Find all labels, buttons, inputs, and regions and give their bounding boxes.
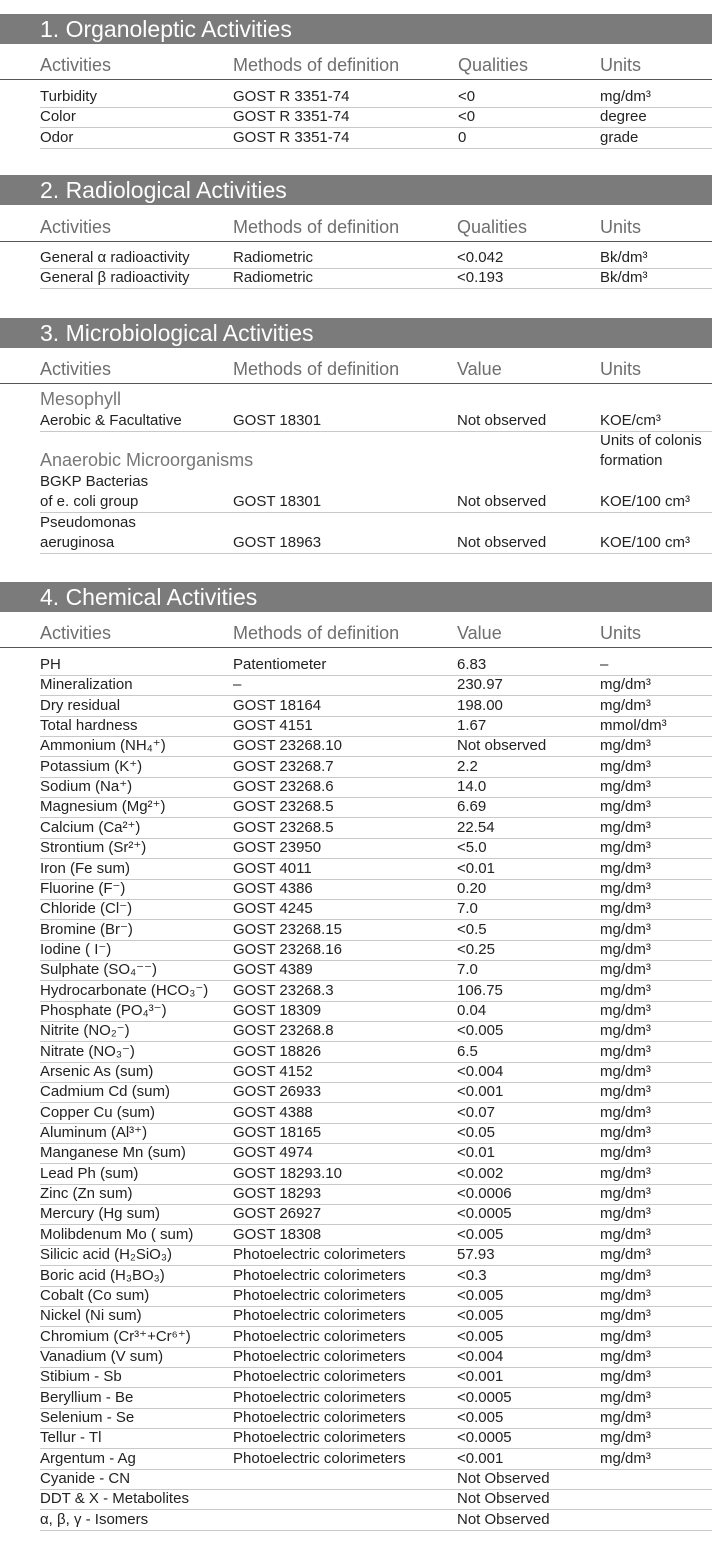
section-chemical-title: 4. Chemical Activities	[0, 582, 712, 612]
cell-method: GOST R 3351-74	[233, 88, 350, 105]
cell-value: 7.0	[457, 900, 478, 918]
cell-units: –	[600, 656, 609, 673]
cell-units: mg/dm³	[600, 1225, 651, 1243]
cell-method: Photoelectric colorimeters	[233, 1449, 406, 1467]
cell-value: <0	[458, 88, 476, 105]
cell-activity: Cyanide - CN	[40, 1470, 131, 1487]
cell-activity: Silicic acid (H₂SiO₃)	[40, 1246, 172, 1264]
table-row	[0, 655, 712, 675]
cell-units: mg/dm³	[600, 1246, 651, 1264]
cell-method: GOST 23268.6	[233, 778, 334, 796]
cell-method: GOST 23268.5	[233, 798, 334, 816]
cell-value: 14.0	[457, 778, 487, 796]
cell-activity: Chloride (Cl⁻)	[40, 900, 133, 918]
table-row	[0, 1001, 712, 1021]
table-row	[0, 1143, 712, 1163]
cell-units: mg/dm³	[600, 1449, 651, 1467]
cell-units: mg/dm³	[600, 1164, 651, 1182]
cell-value: <0.01	[457, 859, 495, 877]
cell-units: KOE/100 cm³	[600, 534, 691, 551]
cell-activity: Sulphate (SO₄⁻⁻)	[40, 961, 158, 979]
cell-method: GOST 4151	[233, 717, 313, 735]
cell-method: GOST 23268.3	[233, 981, 334, 999]
cell-method: GOST 18301	[233, 412, 322, 429]
cell-activity: DDT & X - Metabolites	[40, 1490, 189, 1508]
cell-method: GOST 4386	[233, 879, 313, 897]
cell-method: GOST 26933	[233, 1083, 322, 1101]
table-row	[0, 736, 712, 756]
cell-activity: Nitrate (NO₃⁻)	[40, 1042, 135, 1060]
cell-activity: Strontium (Sr²⁺)	[40, 839, 147, 857]
table-row	[0, 1021, 712, 1041]
cell-units: mg/dm³	[600, 900, 651, 918]
cell-value: <0.004	[457, 1063, 504, 1080]
table-row	[0, 1266, 712, 1286]
cell-activity: Mineralization	[40, 676, 133, 694]
cell-value: 6.83	[457, 656, 487, 673]
table-row	[0, 533, 712, 553]
table-row	[0, 757, 712, 777]
cell-method: GOST 23268.15	[233, 920, 342, 938]
cell-value: Not observed	[457, 493, 547, 510]
cell-method: GOST 4974	[233, 1144, 313, 1162]
header-divider	[0, 79, 712, 80]
cell-activity: Fluorine (F⁻)	[40, 879, 126, 897]
cell-method: GOST 4389	[233, 961, 313, 979]
cell-method: GOST 23950	[233, 839, 322, 857]
cell-units: mmol/dm³	[600, 717, 667, 735]
cell-method: Photoelectric colorimeters	[233, 1286, 406, 1304]
cell-value: <0.002	[457, 1164, 504, 1182]
cell-value: <0.001	[457, 1368, 504, 1386]
cell-method: Photoelectric colorimeters	[233, 1246, 406, 1264]
table-row-line1	[0, 472, 712, 492]
cell-value: <0.005	[457, 1408, 504, 1426]
cell-activity: PH	[40, 656, 61, 673]
header-divider	[0, 383, 712, 384]
organoleptic-header	[0, 55, 712, 75]
cell-activity: Stibium - Sb	[40, 1368, 122, 1386]
cell-value: 0.04	[457, 1001, 487, 1019]
cell-activity: BGKP Bacterias	[40, 473, 149, 490]
cell-method: GOST 18293.10	[233, 1164, 342, 1182]
cell-activity: α, β, γ - Isomers	[40, 1510, 149, 1528]
cell-method: Radiometric	[233, 269, 314, 287]
cell-activity: Aluminum (Al³⁺)	[40, 1124, 148, 1142]
cell-units: mg/dm³	[600, 1327, 651, 1345]
cell-units: mg/dm³	[600, 778, 651, 796]
cell-value: Not Observed	[457, 1490, 550, 1508]
table-row	[0, 716, 712, 736]
cell-activity: Mercury (Hg sum)	[40, 1205, 161, 1223]
cell-activity: Sodium (Na⁺)	[40, 778, 133, 796]
cell-units: mg/dm³	[600, 737, 651, 755]
cell-value: 106.75	[457, 981, 503, 999]
cell-activity: Tellur - Tl	[40, 1429, 102, 1447]
cell-value: <0.005	[457, 1307, 504, 1325]
header-qualities: Qualities	[458, 55, 529, 75]
cell-units: mg/dm³	[600, 839, 651, 857]
table-row	[0, 492, 712, 512]
units-note	[0, 431, 712, 451]
group-anaerobic: Anaerobic Microorganisms	[40, 450, 254, 470]
microbiological-header	[0, 359, 712, 379]
table-row	[0, 981, 712, 1001]
header-value: Value	[457, 623, 502, 643]
cell-units: mg/dm³	[600, 1388, 651, 1406]
cell-activity: Turbidity	[40, 88, 97, 105]
header-activities: Activities	[40, 359, 112, 379]
table-row	[0, 1306, 712, 1326]
table-row	[0, 675, 712, 695]
cell-method: GOST 18293	[233, 1185, 322, 1203]
cell-activity: Bromine (Br⁻)	[40, 920, 133, 938]
units-note-line1: Units of colonis	[600, 432, 702, 449]
header-activities: Activities	[40, 217, 112, 237]
header-value: Value	[457, 359, 502, 379]
table-row	[0, 859, 712, 879]
radiological-header	[0, 217, 712, 237]
cell-units: mg/dm³	[600, 920, 651, 938]
table-row	[0, 1408, 712, 1428]
table-row	[0, 268, 712, 288]
cell-value: 2.2	[457, 757, 478, 775]
cell-method: Photoelectric colorimeters	[233, 1307, 406, 1325]
table-row	[0, 777, 712, 797]
cell-units: mg/dm³	[600, 879, 651, 897]
cell-value: <0.07	[457, 1103, 495, 1121]
cell-value: Not observed	[457, 737, 547, 755]
table-row	[0, 797, 712, 817]
cell-method: Photoelectric colorimeters	[233, 1327, 406, 1345]
cell-activity: Vanadium (V sum)	[40, 1347, 164, 1365]
cell-method: Photoelectric colorimeters	[233, 1408, 406, 1426]
cell-method: GOST 4152	[233, 1063, 313, 1080]
cell-activity: Zinc (Zn sum)	[40, 1185, 133, 1203]
table-row	[0, 1327, 712, 1347]
cell-activity: Nickel (Ni sum)	[40, 1307, 142, 1325]
cell-activity: Molibdenum Mo ( sum)	[40, 1225, 194, 1243]
cell-method: GOST 23268.10	[233, 737, 342, 755]
header-units: Units	[600, 217, 642, 237]
section-radiological-title: 2. Radiological Activities	[0, 175, 712, 205]
cell-method: Patentiometer	[233, 656, 327, 673]
cell-activity: Nitrite (NO₂⁻)	[40, 1022, 130, 1040]
cell-activity: Iodine ( I⁻)	[40, 940, 112, 958]
cell-units: mg/dm³	[600, 1185, 651, 1203]
cell-activity: Iron (Fe sum)	[40, 859, 131, 877]
cell-value: 57.93	[457, 1246, 495, 1264]
cell-method: GOST 18308	[233, 1225, 322, 1243]
cell-value: <0.0005	[457, 1205, 512, 1223]
cell-method: Radiometric	[233, 249, 314, 266]
cell-value: 1.67	[457, 717, 487, 735]
table-row	[0, 960, 712, 980]
table-row	[0, 1062, 712, 1082]
header-units: Units	[600, 359, 642, 379]
cell-activity: Potassium (K⁺)	[40, 757, 143, 775]
cell-units: mg/dm³	[600, 757, 651, 775]
cell-units: mg/dm³	[600, 1205, 651, 1223]
cell-units: KOE/cm³	[600, 412, 661, 429]
cell-units: mg/dm³	[600, 1429, 651, 1447]
table-row	[0, 940, 712, 960]
cell-activity: Beryllium - Be	[40, 1388, 134, 1406]
cell-method: –	[233, 676, 242, 694]
table-row	[0, 1042, 712, 1062]
cell-value: Not Observed	[457, 1510, 550, 1528]
table-row	[0, 1225, 712, 1245]
table-row	[0, 1164, 712, 1184]
cell-method: GOST 18301	[233, 493, 322, 510]
cell-units: mg/dm³	[600, 1042, 651, 1060]
table-row	[0, 248, 712, 268]
header-divider	[0, 647, 712, 648]
cell-value: <0.0006	[457, 1185, 512, 1203]
header-units: Units	[600, 623, 642, 643]
cell-activity: aeruginosa	[40, 534, 115, 551]
table-row	[0, 879, 712, 899]
cell-units: mg/dm³	[600, 1083, 651, 1101]
table-row	[0, 1367, 712, 1387]
cell-activity: Aerobic & Facultative	[40, 412, 182, 429]
cell-units: Bk/dm³	[600, 249, 648, 266]
cell-activity: Selenium - Se	[40, 1408, 135, 1426]
cell-method: GOST 18826	[233, 1042, 322, 1060]
cell-activity: Odor	[40, 128, 74, 146]
cell-units: mg/dm³	[600, 1144, 651, 1162]
header-units: Units	[600, 55, 642, 75]
table-row	[0, 818, 712, 838]
cell-value: 198.00	[457, 696, 503, 714]
cell-units: grade	[600, 128, 639, 146]
cell-units: mg/dm³	[600, 1266, 651, 1284]
cell-activity: Ammonium (NH₄⁺)	[40, 737, 166, 755]
table-row	[0, 128, 712, 148]
cell-value: <0.05	[457, 1124, 495, 1142]
cell-value: 6.5	[457, 1042, 478, 1060]
cell-value: 22.54	[457, 818, 495, 836]
cell-units: mg/dm³	[600, 1103, 651, 1121]
table-row	[0, 1469, 712, 1489]
cell-units: mg/dm³	[600, 859, 651, 877]
cell-activity: Hydrocarbonate (HCO₃⁻)	[40, 981, 209, 999]
cell-units: mg/dm³	[600, 940, 651, 958]
cell-units: mg/dm³	[600, 1286, 651, 1304]
cell-value: <0.005	[457, 1286, 504, 1304]
cell-method: Photoelectric colorimeters	[233, 1368, 406, 1386]
cell-units: mg/dm³	[600, 1001, 651, 1019]
cell-method: GOST 23268.16	[233, 940, 342, 958]
header-activities: Activities	[40, 55, 112, 75]
cell-method: GOST R 3351-74	[233, 108, 350, 126]
cell-units: mg/dm³	[600, 88, 651, 105]
cell-value: <5.0	[457, 839, 487, 857]
cell-activity: Lead Ph (sum)	[40, 1164, 139, 1182]
units-note-line2: formation	[600, 452, 663, 469]
cell-method: GOST 18309	[233, 1001, 322, 1019]
section-organoleptic-title: 1. Organoleptic Activities	[0, 14, 712, 44]
cell-value: 6.69	[457, 798, 487, 816]
cell-value: <0.001	[457, 1449, 504, 1467]
cell-activity: Magnesium (Mg²⁺)	[40, 798, 166, 816]
cell-activity: General β radioactivity	[40, 269, 190, 287]
chemical-header	[0, 623, 712, 643]
cell-method: GOST 4388	[233, 1103, 313, 1121]
table-row	[0, 899, 712, 919]
cell-activity: Dry residual	[40, 696, 121, 714]
cell-units: KOE/100 cm³	[600, 493, 691, 510]
table-row	[0, 87, 712, 107]
cell-value: <0.01	[457, 1144, 495, 1162]
cell-activity: Calcium (Ca²⁺)	[40, 818, 141, 836]
table-row	[0, 1245, 712, 1265]
cell-activity: Cobalt (Co sum)	[40, 1286, 150, 1304]
units-note	[0, 451, 712, 471]
cell-activity: Arsenic As (sum)	[40, 1063, 154, 1080]
cell-value: <0.3	[457, 1266, 487, 1284]
cell-method: Photoelectric colorimeters	[233, 1347, 406, 1365]
cell-units: mg/dm³	[600, 1307, 651, 1325]
cell-activity: Chromium (Cr³⁺+Cr⁶⁺)	[40, 1327, 191, 1345]
header-methods: Methods of definition	[233, 359, 400, 379]
section-microbiological-title: 3. Microbiological Activities	[0, 318, 712, 348]
cell-method: GOST 23268.5	[233, 818, 334, 836]
header-methods: Methods of definition	[233, 217, 400, 237]
table-row	[0, 1510, 712, 1530]
cell-units: mg/dm³	[600, 1347, 651, 1365]
cell-method: GOST 18963	[233, 534, 322, 551]
table-row	[0, 1286, 712, 1306]
cell-value: <0.042	[457, 249, 504, 266]
cell-units: mg/dm³	[600, 1408, 651, 1426]
cell-value: <0.0005	[457, 1388, 512, 1406]
header-methods: Methods of definition	[233, 623, 400, 643]
cell-method: GOST 23268.8	[233, 1022, 334, 1040]
cell-units: mg/dm³	[600, 1368, 651, 1386]
cell-activity: Color	[40, 108, 76, 126]
table-row	[0, 1388, 712, 1408]
cell-method: GOST 18164	[233, 696, 322, 714]
cell-method: GOST 23268.7	[233, 757, 334, 775]
cell-method: Photoelectric colorimeters	[233, 1266, 406, 1284]
cell-value: <0.005	[457, 1327, 504, 1345]
cell-value: <0.005	[457, 1225, 504, 1243]
table-row	[0, 1449, 712, 1469]
cell-value: <0.193	[457, 269, 504, 287]
header-methods: Methods of definition	[233, 55, 400, 75]
cell-units: mg/dm³	[600, 1022, 651, 1040]
cell-units: mg/dm³	[600, 961, 651, 979]
cell-method: GOST 4011	[233, 859, 312, 877]
cell-value: <0.0005	[457, 1429, 512, 1447]
table-row	[0, 107, 712, 127]
cell-method: Photoelectric colorimeters	[233, 1429, 406, 1447]
cell-activity: Boric acid (H₃BO₃)	[40, 1266, 165, 1284]
cell-units: mg/dm³	[600, 1124, 651, 1142]
cell-value: <0	[458, 108, 476, 126]
cell-activity: of e. coli group	[40, 493, 139, 510]
cell-value: Not Observed	[457, 1470, 550, 1487]
table-row	[0, 1082, 712, 1102]
cell-units: mg/dm³	[600, 818, 651, 836]
group-mesophyll: Mesophyll	[40, 389, 122, 409]
header-activities: Activities	[40, 623, 112, 643]
cell-activity: Pseudomonas	[40, 514, 136, 531]
cell-units: mg/dm³	[600, 676, 651, 694]
table-row-line1	[0, 513, 712, 533]
cell-units: mg/dm³	[600, 1063, 651, 1080]
cell-units: mg/dm³	[600, 696, 651, 714]
cell-activity: Argentum - Ag	[40, 1449, 136, 1467]
cell-method: GOST 18165	[233, 1124, 322, 1142]
cell-value: Not observed	[457, 412, 547, 429]
cell-value: 0.20	[457, 879, 487, 897]
cell-value: <0.25	[457, 940, 495, 958]
table-row	[0, 838, 712, 858]
table-row	[0, 411, 712, 431]
cell-value: 7.0	[457, 961, 478, 979]
cell-activity: Phosphate (PO₄³⁻)	[40, 1001, 167, 1019]
header-divider	[0, 241, 712, 242]
cell-value: 0	[458, 128, 467, 146]
cell-value: <0.5	[457, 920, 487, 938]
cell-activity: Total hardness	[40, 717, 138, 735]
cell-units: degree	[600, 108, 647, 126]
table-row	[0, 920, 712, 940]
table-row	[0, 1184, 712, 1204]
cell-value: <0.004	[457, 1347, 504, 1365]
cell-value: Not observed	[457, 534, 547, 551]
cell-method: GOST 26927	[233, 1205, 322, 1223]
cell-units: mg/dm³	[600, 798, 651, 816]
cell-method: GOST 4245	[233, 900, 313, 918]
table-row	[0, 1489, 712, 1509]
header-qualities: Qualities	[457, 217, 528, 237]
cell-value: <0.001	[457, 1083, 504, 1101]
table-row	[0, 1347, 712, 1367]
table-row	[0, 1204, 712, 1224]
cell-value: 230.97	[457, 676, 503, 694]
table-row	[0, 1428, 712, 1448]
cell-method: Photoelectric colorimeters	[233, 1388, 406, 1406]
cell-value: <0.005	[457, 1022, 504, 1040]
cell-activity: Cadmium Cd (sum)	[40, 1083, 171, 1101]
table-row	[0, 1103, 712, 1123]
table-row	[0, 696, 712, 716]
cell-activity: General α radioactivity	[40, 249, 190, 266]
table-row	[0, 1123, 712, 1143]
cell-units: mg/dm³	[600, 981, 651, 999]
cell-activity: Copper Cu (sum)	[40, 1103, 156, 1121]
cell-method: GOST R 3351-74	[233, 128, 350, 146]
cell-activity: Manganese Mn (sum)	[40, 1144, 186, 1162]
cell-units: Bk/dm³	[600, 269, 648, 287]
